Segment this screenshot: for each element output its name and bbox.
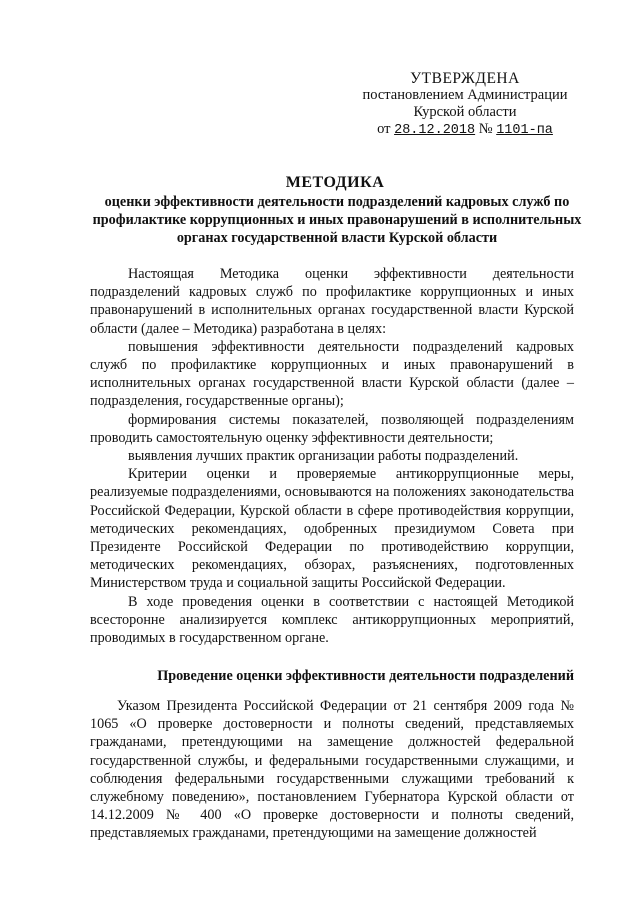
paragraph-goal-1: повышения эффективности деятельности подразделений кадровых служб по профилактике коррупционных и иных правонарушений в исполнительных органах государственной власти Курской области (далее – подразделения, государственные органы); (90, 338, 574, 410)
approval-title: УТВЕРЖДЕНА (410, 70, 520, 87)
section-heading: Проведение оценки эффективности деятельности подразделений (157, 668, 574, 684)
paragraph-goal-2: формирования системы показателей, позволяющей подразделениям проводить самостоятельную оценку эффективности деятельности; (90, 411, 574, 446)
document-subtitle: оценки эффективности деятельности подразделений кадровых служб по профилактике коррупционных и иных правонарушений в исполнительных органах государственной власти Курской области (92, 194, 582, 246)
paragraph-analysis: В ходе проведения оценки в соответствии с настоящей Методикой всесторонне анализируется комплекс антикоррупционных мероприятий, проводимых в государственном органе. (90, 593, 574, 647)
document-body (90, 265, 574, 647)
section-paragraph: Указом Президента Российской Федерации от 21 сентября 2009 года № 1065 «О проверке достоверности и полноты сведений, представляемых гражданами, претендующими на замещение должностей федеральной государственной службы, и федеральными государственными служащими, и соблюдения федеральными государственными служащими требований к служебному поведению», постановлением Губернатора Курской области от 14.12.2009 № 400 «О проверке достоверности и полноты сведений, представляемых гражданами, претендующими на замещение должностей (90, 698, 574, 842)
approval-issuer: постановлением Администрации (362, 87, 568, 103)
date-prefix: от (377, 121, 395, 137)
paragraph-intro: Настоящая Методика оценки эффективности деятельности подразделений кадровых служб по профилактике коррупционных и иных правонарушений в исполнительных органах государственной власти Курской области (далее – Методика) разработана в целях: (90, 266, 574, 337)
paragraph-goal-3: выявления лучших практик организации работы подразделений. (128, 448, 519, 465)
paragraph-criteria: Критерии оценки и проверяемые антикоррупционные меры, реализуемые подразделениями, основываются на положениях законодательства Российской Федерации, Курской области в сфере противодействия коррупции, методических рекомендациях, одобренных президиумом Совета при Президенте Российской Федерации по противодействию коррупции, методических рекомендациях, обзорах, разъяснениях, подготовленных Министерством труда и социальной защиты Российской Федерации. (90, 466, 574, 592)
number-prefix: № (475, 121, 497, 137)
approval-block (350, 70, 580, 139)
approval-region: Курской области (413, 104, 517, 120)
approval-date: 28.12.2018 (394, 123, 476, 138)
section-body (90, 697, 574, 843)
approval-number: 1101-па (496, 123, 553, 138)
approval-date-line (350, 121, 580, 139)
document-title: МЕТОДИКА (285, 174, 385, 191)
